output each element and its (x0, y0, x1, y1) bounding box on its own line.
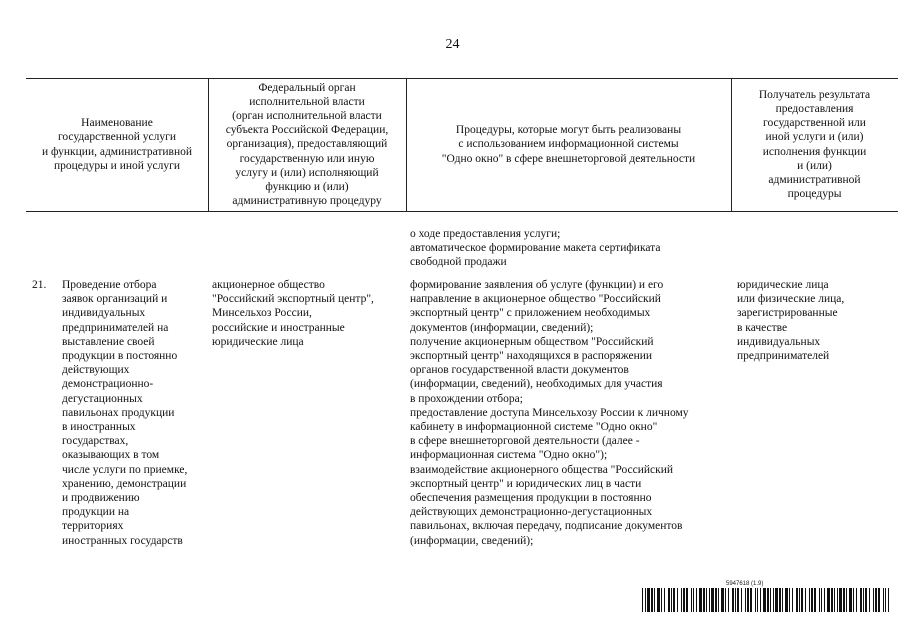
barcode-icon (642, 588, 891, 612)
barcode-label: 5947618 (1.9) (726, 581, 764, 587)
row-number: 21. (32, 279, 47, 291)
header-recipient: Получатель результата предоставления государственной или иной услуги и (или) исполнения функции и (или) административной процедуры (758, 88, 871, 201)
header-service-name: Наименование государственной услуги и функции, административной процедуры и иной услуги (41, 117, 193, 172)
row-service-name: Проведение отбора заявок организаций и индивидуальных предпринимателей на выставление своей продукции в постоянно действующих демонстрационно- дегустационных павильонах продукции в иностранных государствах, оказывающих в том числе услуги по приемке, хранению, демонстрации и продвижению продукции на территориях иностранных государств (62, 279, 188, 547)
header-procedures: Процедуры, которые могут быть реализованы с использованием информационной системы "Одно окно" в сфере внешнеторговой деятельности (441, 124, 696, 165)
row-procedures: формирование заявления об услуге (функции) и его направление в акционерное общество "Российский экспортный центр" с приложением необходимых документов (информации, сведений); получение акционерным обществом "Российский экспортный центр" находящихся в распоряжении органов государственной власти документов (информации, сведений), необходимых для участия в прохождении отбора; предоставление доступа Минсельхозу России к личному кабинету в информационной системе "Одно окно" в сфере внешнеторговой деятельности (далее - информационная система "Одно окно"); взаимодействие акционерного общества "Российский экспортный центр" и юридических лиц в части обеспечения размещения продукции в постоянно действующих демонстрационно-дегустационных павильонах, включая передачу, подписание документов (информации, сведений); (410, 279, 689, 547)
header-authority: Федеральный орган исполнительной власти (орган исполнительной власти субъекта Российской Федерации, организация), предоставляющий государственную или иную услугу и (или) исполняющий функцию и (или) административную процедуру (225, 81, 389, 208)
continued-procedures-text: о ходе предоставления услуги; автоматическое формирование макета сертификата свободной продажи (410, 228, 661, 269)
row-recipient: юридические лица или физические лица, зарегистрированные в качестве индивидуальных предпринимателей (737, 279, 845, 363)
page-number: 24 (445, 37, 460, 52)
table-header-bottom-rule (26, 211, 898, 212)
row-authority: акционерное общество "Российский экспортный центр", Минсельхоз России, российские и иностранные юридические лица (212, 279, 374, 348)
